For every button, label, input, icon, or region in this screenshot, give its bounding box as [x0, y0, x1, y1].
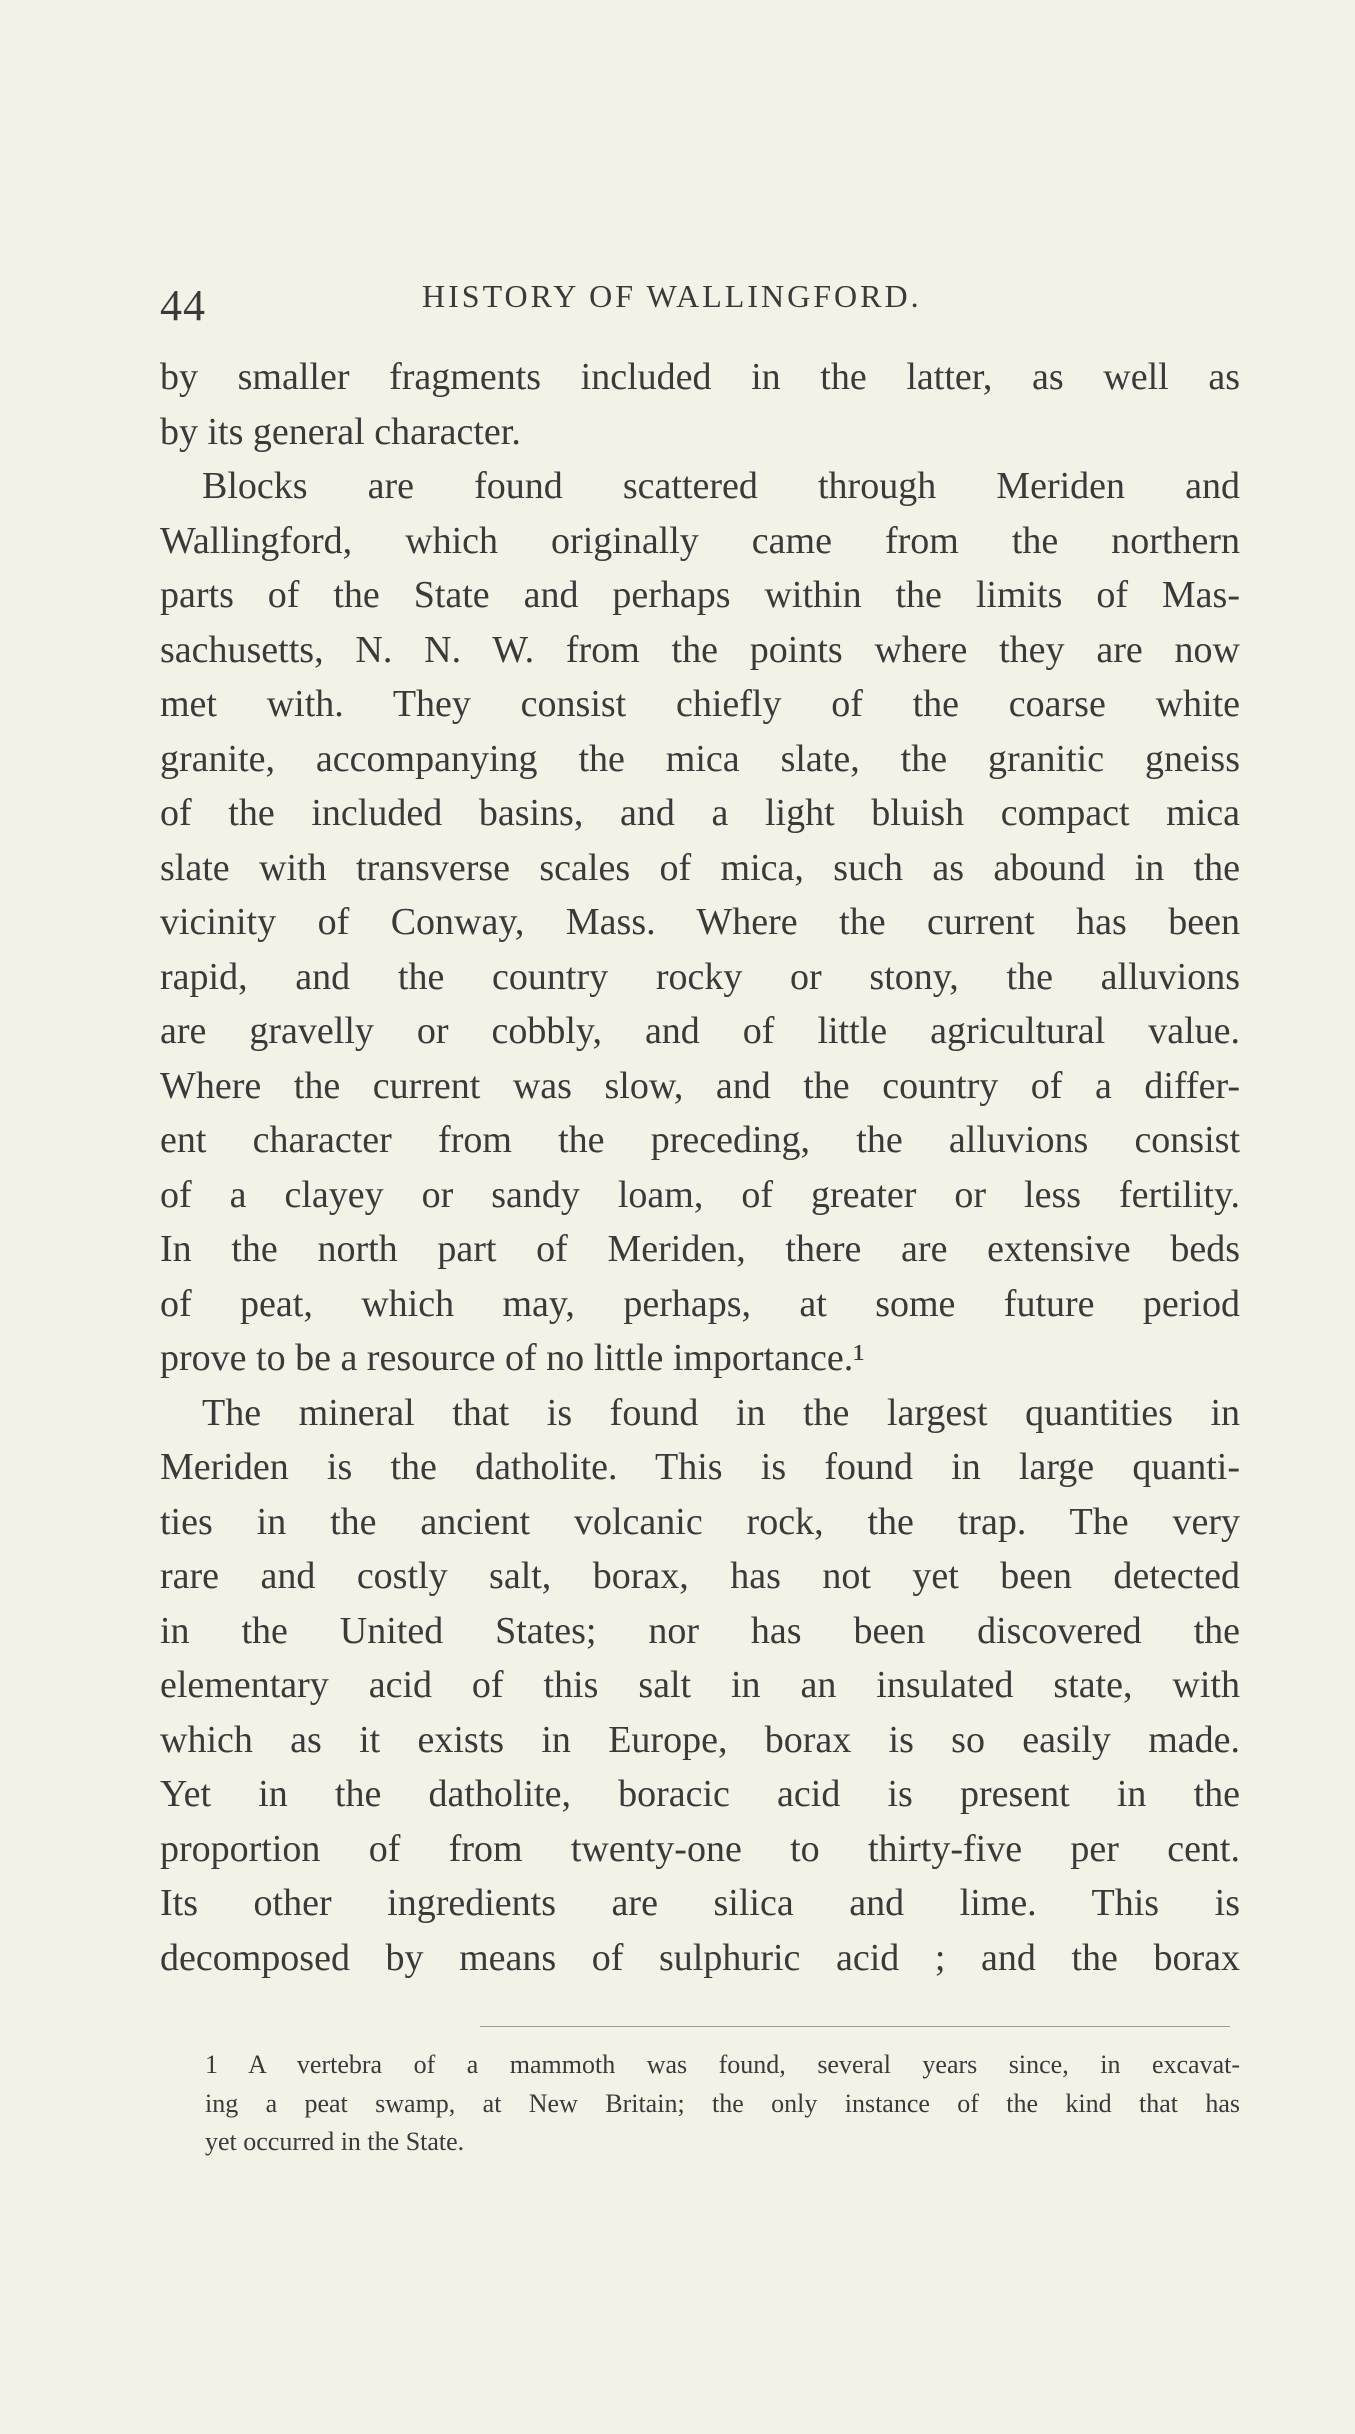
page-number: 44	[160, 281, 206, 330]
text-line: ties in the ancient volcanic rock, the trap. The very	[160, 1500, 1240, 1543]
text-line: of the included basins, and a light bluish compact mica	[160, 792, 1240, 834]
text-line: which as it exists in Europe, borax is so easily made.	[160, 1718, 1240, 1761]
text-line: proportion of from twenty-one to thirty-five per cent.	[160, 1827, 1240, 1870]
text-line: of peat, which may, perhaps, at some future period	[160, 1282, 1240, 1325]
text-line: Wallingford, which originally came from the northern	[160, 519, 1240, 562]
text-line: Its other ingredients are silica and lime. This is	[160, 1882, 1240, 1924]
text-line: In the north part of Meriden, there are extensive beds	[160, 1228, 1240, 1270]
text-line: by smaller fragments included in the latter, as well as	[160, 356, 1240, 398]
running-title: HISTORY OF WALLINGFORD.	[422, 278, 922, 314]
text-line: met with. They consist chiefly of the coarse white	[160, 683, 1240, 725]
footnote-line: yet occurred in the State.	[205, 2127, 465, 2156]
text-line: The mineral that is found in the largest quantities in	[202, 1391, 1240, 1434]
page-header	[160, 272, 1240, 332]
text-line: decomposed by means of sulphuric acid ; and the borax	[160, 1936, 1240, 1979]
text-line: Yet in the datholite, boracic acid is present in the	[160, 1773, 1240, 1815]
text-line: slate with transverse scales of mica, such as abound in the	[160, 846, 1240, 889]
text-line: Blocks are found scattered through Meriden and	[202, 465, 1240, 507]
text-line: sachusetts, N. N. W. from the points where they are now	[160, 628, 1240, 671]
text-line: parts of the State and perhaps within the limits of Mas-	[160, 574, 1240, 616]
text-line: are gravelly or cobbly, and of little agricultural value.	[160, 1010, 1240, 1052]
text-line: rapid, and the country rocky or stony, the alluvions	[160, 955, 1240, 998]
text-line: prove to be a resource of no little importance.¹	[160, 1337, 865, 1379]
text-line: granite, accompanying the mica slate, the granitic gneiss	[160, 737, 1240, 780]
text-line: by its general character.	[160, 410, 521, 453]
text-line: ent character from the preceding, the alluvions consist	[160, 1119, 1240, 1161]
footnote-line: ing a peat swamp, at New Britain; the only instance of the kind that has	[205, 2088, 1240, 2118]
footnote-line: 1 A vertebra of a mammoth was found, several years since, in excavat-	[205, 2050, 1240, 2079]
footnote	[205, 2046, 1240, 2162]
text-line: rare and costly salt, borax, has not yet been detected	[160, 1555, 1240, 1597]
text-line: elementary acid of this salt in an insulated state, with	[160, 1664, 1240, 1706]
text-line: Meriden is the datholite. This is found in large quanti-	[160, 1446, 1240, 1488]
body-text	[160, 350, 1240, 1985]
text-line: in the United States; nor has been discovered the	[160, 1609, 1240, 1652]
footnote-divider	[480, 2026, 1230, 2027]
text-line: vicinity of Conway, Mass. Where the current has been	[160, 901, 1240, 943]
text-line: Where the current was slow, and the country of a differ-	[160, 1064, 1240, 1107]
text-line: of a clayey or sandy loam, of greater or less fertility.	[160, 1173, 1240, 1216]
